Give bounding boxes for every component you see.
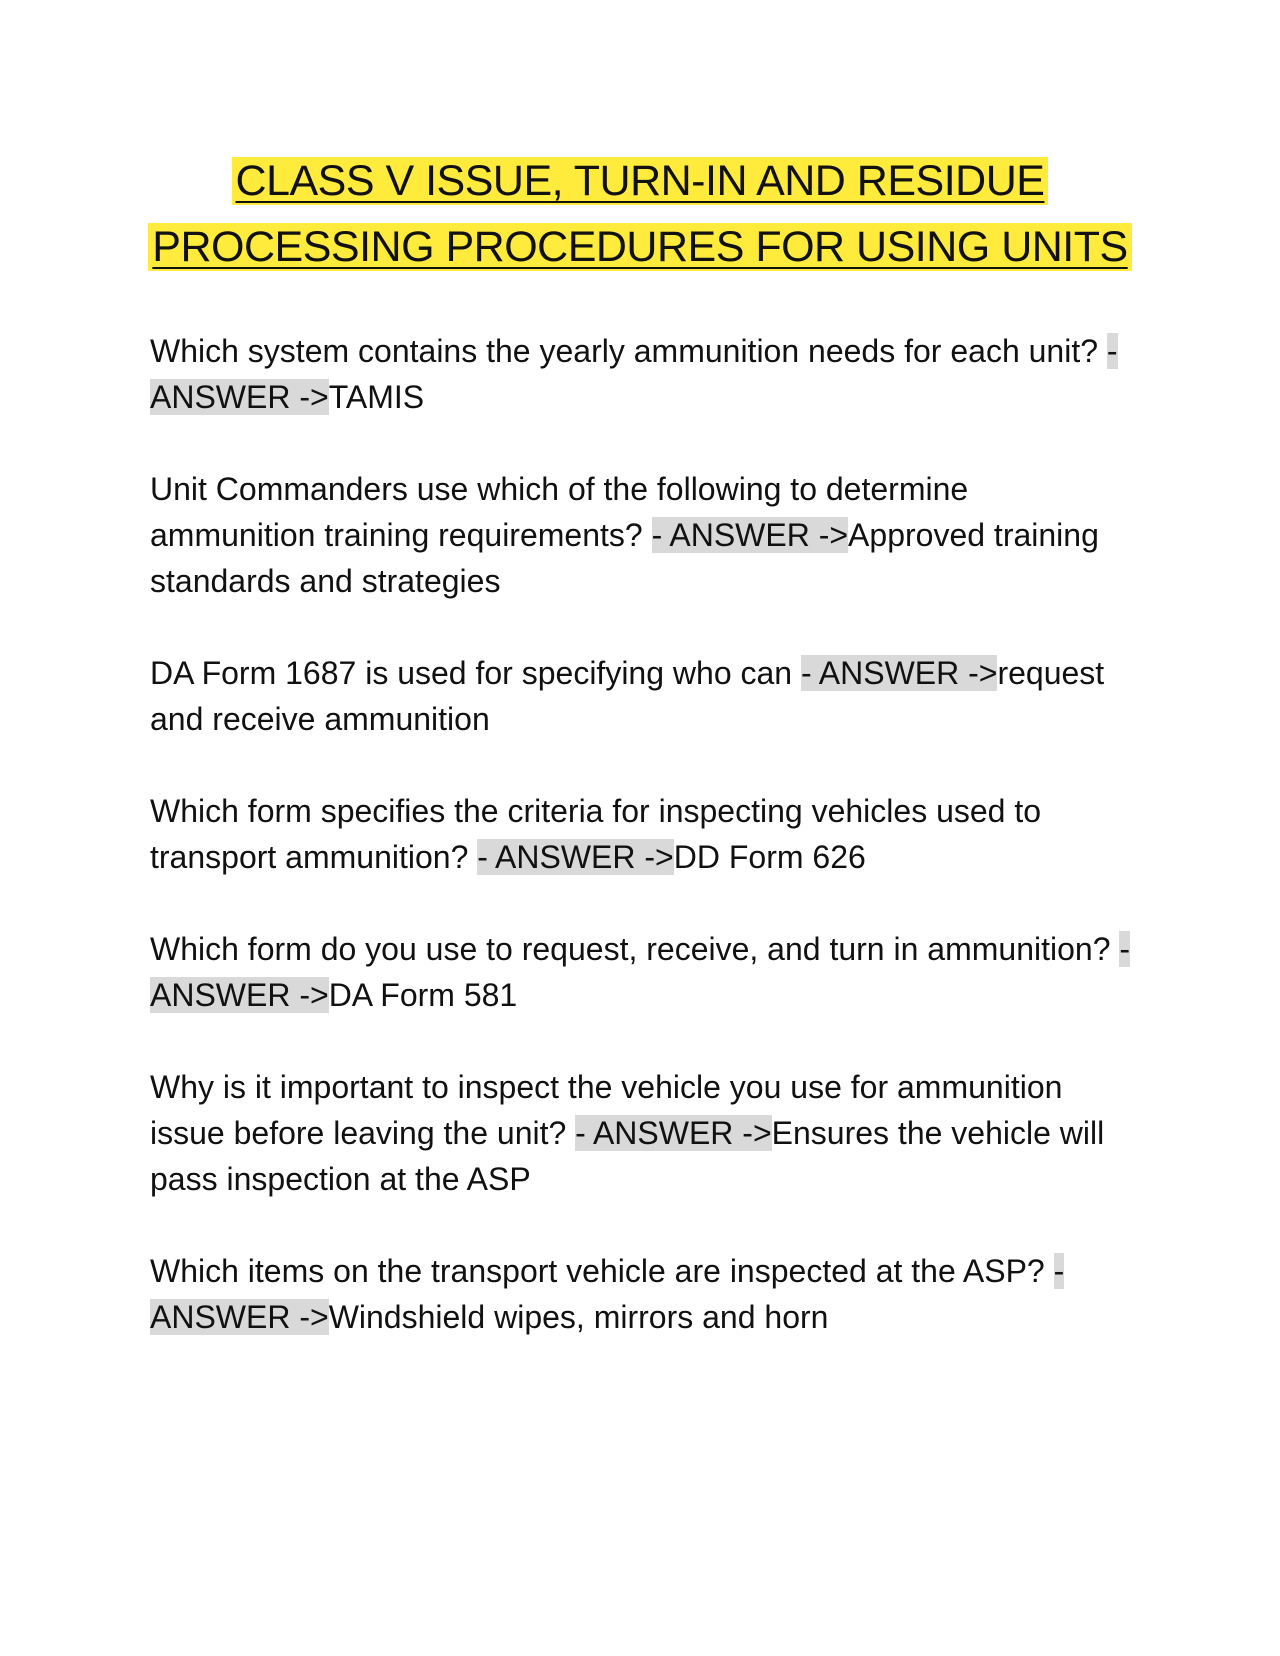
qa-list (150, 328, 1140, 1386)
answer-text: Approved training standards and strategies (150, 517, 1099, 599)
answer-text: TAMIS (328, 379, 425, 415)
question-text: Why is it important to inspect the vehicle you use for ammunition issue before leaving the unit? (150, 1069, 1063, 1151)
title-line-2: PROCESSING PROCEDURES FOR USING UNITS (148, 223, 1131, 271)
answer-marker: - ANSWER -> (800, 655, 998, 691)
answer-text: DA Form 581 (328, 977, 518, 1013)
document-title (0, 148, 1280, 280)
question-text: Which form do you use to request, receive, and turn in ammunition? (150, 931, 1120, 967)
answer-marker: - ANSWER -> (150, 931, 1131, 1013)
question-text: Unit Commanders use which of the following to determine ammunition training requirements? (150, 471, 969, 553)
question-text: Which form specifies the criteria for inspecting vehicles used to transport ammunition? (150, 793, 1042, 875)
qa-item (150, 788, 1140, 880)
answer-text: DD Form 626 (673, 839, 866, 875)
answer-marker: - ANSWER -> (150, 333, 1118, 415)
question-text: Which system contains the yearly ammunition needs for each unit? (150, 333, 1107, 369)
title-line-1: CLASS V ISSUE, TURN-IN AND RESIDUE (232, 157, 1049, 205)
question-text: DA Form 1687 is used for specifying who can (150, 655, 801, 691)
qa-item (150, 466, 1140, 604)
answer-text: request and receive ammunition (150, 655, 1105, 737)
answer-text: Windshield wipes, mirrors and horn (328, 1299, 829, 1335)
answer-text: Ensures the vehicle will pass inspection at the ASP (150, 1115, 1105, 1197)
qa-item (150, 328, 1140, 420)
qa-item (150, 1248, 1140, 1340)
question-text: Which items on the transport vehicle are inspected at the ASP? (150, 1253, 1054, 1289)
answer-marker: - ANSWER -> (150, 1253, 1065, 1335)
qa-item (150, 650, 1140, 742)
answer-marker: - ANSWER -> (477, 839, 674, 875)
answer-marker: - ANSWER -> (651, 517, 849, 553)
answer-marker: - ANSWER -> (575, 1115, 772, 1151)
qa-item (150, 926, 1140, 1018)
qa-item (150, 1064, 1140, 1202)
